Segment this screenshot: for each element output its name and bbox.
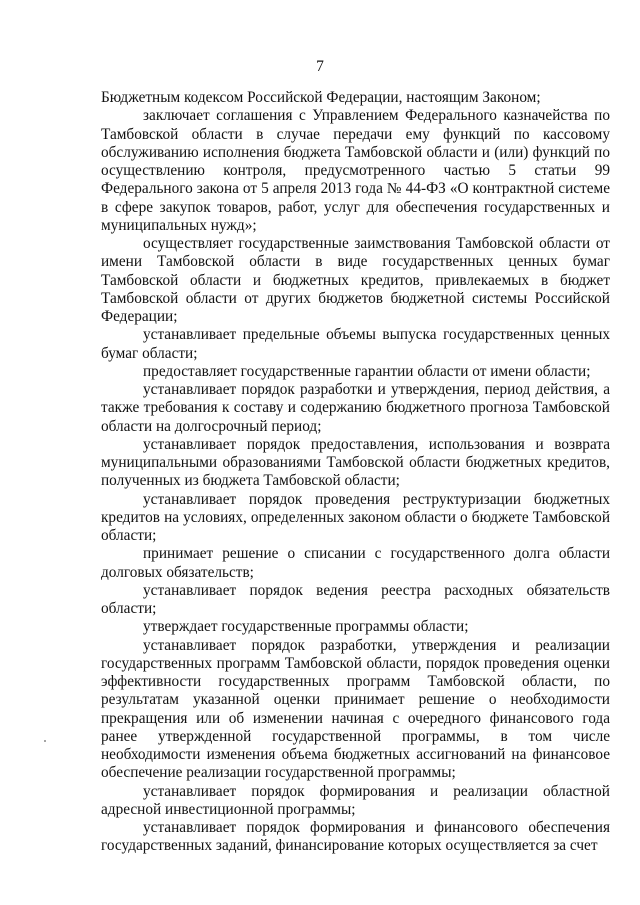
page-number: 7 — [316, 58, 324, 75]
scan-speck — [44, 740, 46, 742]
paragraph: устанавливает предельные объемы выпуска государственных ценных бумаг области; — [101, 326, 610, 362]
paragraph: устанавливает порядок предоставления, использования и возврата муниципальными образованиями Тамбовской области бюджетных кредитов, полученных из бюджета Тамбовской области; — [101, 435, 610, 490]
paragraph: устанавливает порядок проведения реструктуризации бюджетных кредитов на условиях, определенных законом области о бюджете Тамбовской области; — [101, 490, 610, 544]
paragraph: устанавливает порядок разработки и утверждения, период действия, а также требования к составу и содержанию бюджетного прогноза Тамбовской области на долгосрочный период; — [101, 381, 610, 435]
paragraph: устанавливает порядок формирования и финансового обеспечения государственных заданий, финансирование которых осуществляется за счет — [101, 819, 610, 855]
paragraph: устанавливает порядок разработки, утверждения и реализации государственных программ Тамбовской области, порядок проведения оценки эффективности государственных программ Тамбовской области, по результатам указанной оценки принимает решение о необходимости прекращения или об изменении начиная с очередного финансового года ранее утвержденной государственной программы, в том числе необходимости изменения объема бюджетных ассигнований на финансовое обеспечение реализации государственной программы; — [101, 636, 610, 782]
paragraph: Бюджетным кодексом Российской Федерации, настоящим Законом; — [101, 89, 541, 106]
paragraph: устанавливает порядок ведения реестра расходных обязательств области; — [101, 581, 610, 617]
paragraph: заключает соглашения с Управлением Федерального казначейства по Тамбовской области в случае передачи ему функций по кассовому обслуживанию исполнения бюджета Тамбовской области и (или) функций по осуществлению контроля, предусмотренного частью 5 статьи 99 Федерального закона от 5 апреля 2013 года № 44-ФЗ «О контрактной системе в сфере закупок товаров, работ, услуг для обеспечения государственных и муниципальных нужд»; — [101, 107, 610, 234]
page-body — [101, 89, 610, 856]
paragraph: принимает решение о списании с государственного долга области долговых обязательств; — [101, 545, 610, 581]
paragraph: осуществляет государственные заимствования Тамбовской области от имени Тамбовской области в виде государственных ценных бумаг Тамбовской области и бюджетных кредитов, привлекаемых в бюджет Тамбовской области от других бюджетов бюджетной системы Российской Федерации; — [101, 235, 610, 325]
paragraph: утверждает государственные программы области; — [143, 618, 469, 636]
paragraph: устанавливает порядок формирования и реализации областной адресной инвестиционной программы; — [101, 782, 610, 818]
paragraph: предоставляет государственные гарантии области от имени области; — [143, 362, 591, 380]
